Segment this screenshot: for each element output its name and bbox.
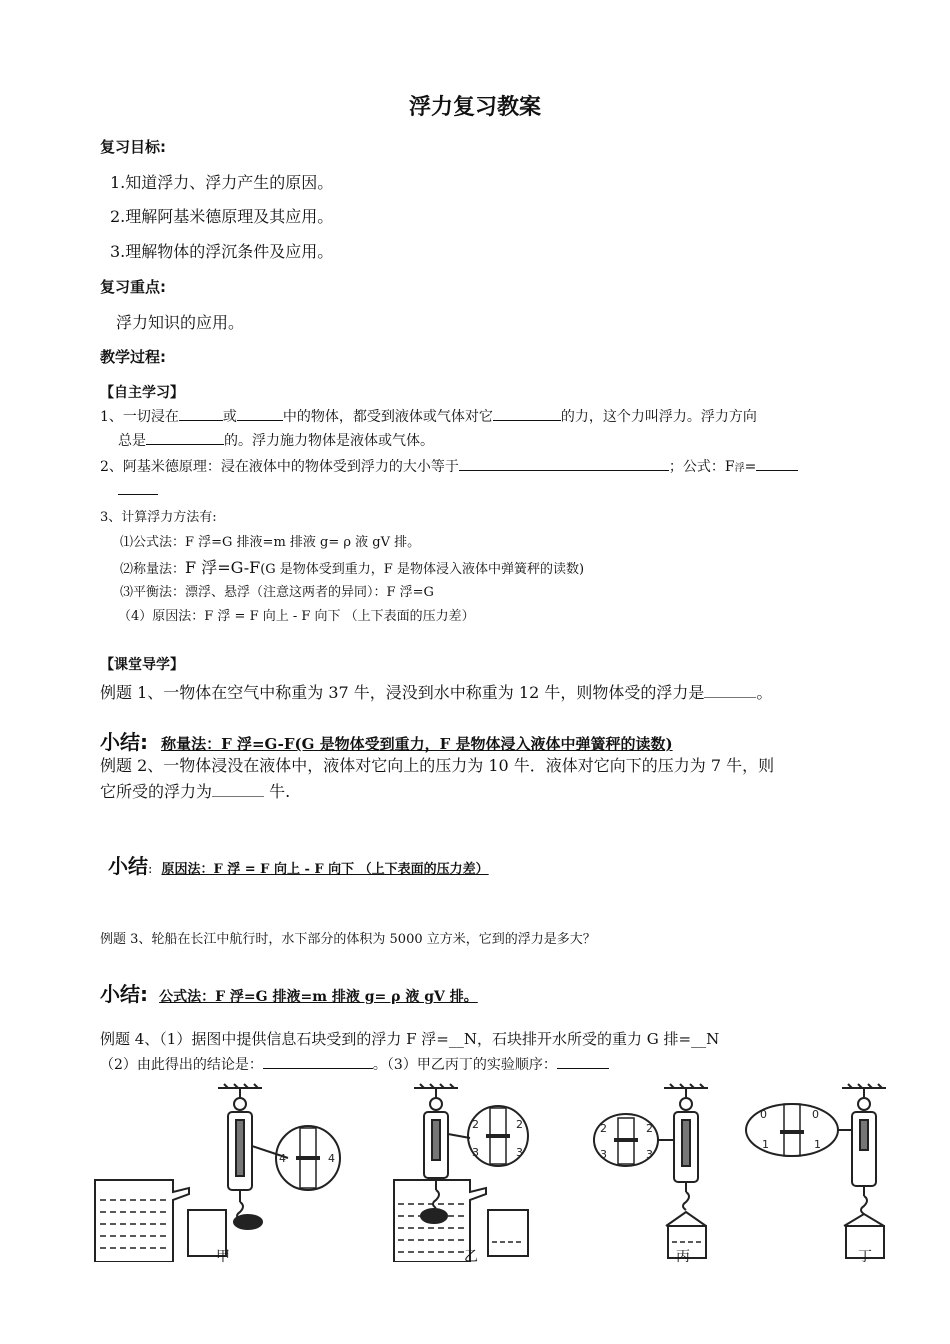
- dial-number: 4: [279, 1152, 286, 1165]
- question-3: 3、计算浮力方法有:: [100, 510, 217, 525]
- objective-item: 3.理解物体的浮沉条件及应用。: [110, 242, 334, 261]
- objective-item: 2.理解阿基米德原理及其应用。: [110, 207, 334, 226]
- question-2: 2、阿基米德原理：浸在液体中的物体受到浮力的大小等于 ；公式：F浮=: [100, 456, 798, 476]
- process-heading: 教学过程:: [100, 348, 166, 366]
- summary-1: 小结: 称量法：F 浮=G-F(G 是物体受到重力，F 是物体浸入液体中弹簧秤的读数): [100, 730, 673, 754]
- page-title: 浮力复习教案: [408, 94, 541, 120]
- dial-number: 1: [814, 1138, 821, 1151]
- dial-number: 3: [646, 1148, 653, 1161]
- method-cause: （4）原因法：F 浮 = F 向上 - F 向下 （上下表面的压力差）: [118, 609, 475, 624]
- question-2-blank-continued: [118, 480, 158, 499]
- dial-number: 3: [472, 1146, 479, 1159]
- setup-yi: [394, 1084, 528, 1262]
- example-4-line-2: （2）由此得出的结论是： 。（3）甲乙丙丁的实验顺序：: [100, 1054, 609, 1074]
- setup-jia: [95, 1084, 340, 1262]
- dial-number: 3: [600, 1148, 607, 1161]
- question-1-line-1: 1、一切浸在 或 中的物体，都受到液体或气体对它 的力，这个力叫浮力。浮力方向: [100, 406, 757, 426]
- dial-number: 3: [516, 1146, 523, 1159]
- experiment-figure: [90, 1082, 900, 1262]
- dial-number: 2: [472, 1118, 479, 1131]
- objective-item: 1.知道浮力、浮力产生的原因。: [110, 173, 334, 192]
- figure-label-bing: 丙: [676, 1249, 690, 1265]
- example-3: 例题 3、轮船在长江中航行时，水下部分的体积为 5000 立方米，它到的浮力是多大？: [100, 932, 596, 947]
- method-balance: ⑶平衡法：漂浮、悬浮（注意这两者的异同）：F 浮=G: [120, 585, 434, 600]
- self-study-heading: 【自主学习】: [100, 385, 184, 401]
- summary-2: 小结: 原因法：F 浮 = F 向上 - F 向下 （上下表面的压力差）: [108, 854, 489, 878]
- figure-label-jia: 甲: [216, 1249, 230, 1265]
- question-1-line-2: 总是 的。浮力施力物体是液体或气体。: [118, 430, 434, 450]
- figure-label-yi: 乙: [464, 1249, 478, 1265]
- dial-number: 4: [328, 1152, 335, 1165]
- key-points-text: 浮力知识的应用。: [116, 313, 245, 332]
- key-points-heading: 复习重点:: [100, 278, 166, 296]
- dial-number: 1: [762, 1138, 769, 1151]
- dial-number: 2: [516, 1118, 523, 1131]
- objectives-heading: 复习目标:: [100, 138, 166, 156]
- example-2-line-1: 例题 2、一物体浸没在液体中，液体对它向上的压力为 10 牛．液体对它向下的压力为 7 牛，则: [100, 756, 775, 775]
- example-4-line-1: 例题 4、（1）据图中提供信息石块受到的浮力 F 浮=__N，石块排开水所受的重力 G 排=__N: [100, 1030, 720, 1048]
- dial-number: 0: [760, 1108, 767, 1121]
- dial-number: 2: [646, 1122, 653, 1135]
- method-weighing: ⑵称量法：F 浮=G-F(G 是物体受到重力，F 是物体浸入液体中弹簧秤的读数): [120, 558, 585, 577]
- summary-3: 小结: 公式法：F 浮=G 排液=m 排液 g= ρ 液 gV 排。: [100, 982, 478, 1006]
- setup-bing: [594, 1084, 708, 1258]
- example-1: 例题 1、一物体在空气中称重为 37 牛，浸没到水中称重为 12 牛，则物体受的浮力是 。: [100, 683, 773, 702]
- class-guide-heading: 【课堂导学】: [100, 657, 184, 673]
- example-2-line-2: 它所受的浮力为 牛.: [100, 782, 291, 801]
- figure-label-ding: 丁: [858, 1249, 872, 1265]
- dial-number: 0: [812, 1108, 819, 1121]
- dial-number: 2: [600, 1122, 607, 1135]
- method-formula: ⑴公式法：F 浮=G 排液=m 排液 g= ρ 液 gV 排。: [120, 535, 421, 550]
